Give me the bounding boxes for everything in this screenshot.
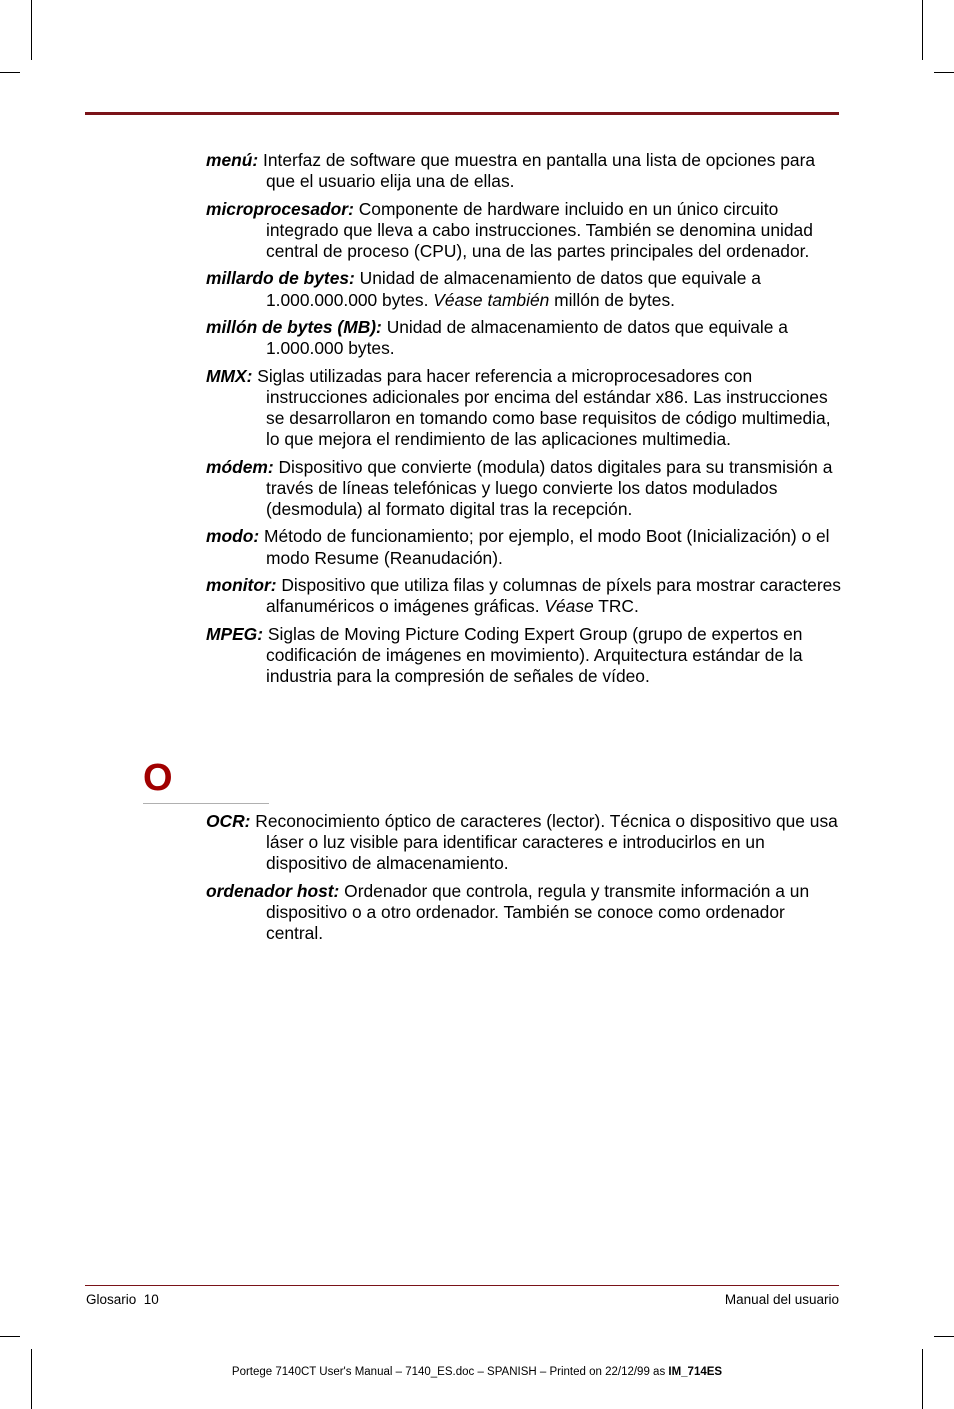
- glossary-entry: [206, 317, 846, 359]
- glossary-definition: Siglas de Moving Picture Coding Expert Group (grupo de expertos en codificación de imágenes en movimiento). Arquitectura estándar de la industria para la compresión de señales de vídeo.: [266, 623, 803, 686]
- glossary-definition: Método de funcionamiento; por ejemplo, el modo Boot (Inicialización) o el modo Resume (Reanudación).: [263, 526, 830, 568]
- glossary-entry: [206, 811, 846, 875]
- glossary-entry: [206, 366, 846, 451]
- footer-manual-title: Manual del usuario: [724, 1292, 839, 1307]
- glossary-definition: Unidad de almacenamiento de datos que equivale a 1.000.000.000 bytes.: [266, 268, 761, 310]
- glossary-term: MPEG:: [206, 623, 264, 644]
- glossary-definition: Reconocimiento óptico de caracteres (lector). Técnica o dispositivo que usa láser o luz visible para identificar caracteres e introducirlos en un dispositivo de almacenamiento.: [255, 811, 838, 874]
- glossary-entry: [206, 150, 846, 192]
- glossary-term: OCR:: [206, 811, 251, 831]
- crop-mark: [31, 1349, 32, 1409]
- glossary-entry: [206, 268, 846, 310]
- see-also-target: TRC.: [598, 596, 639, 617]
- see-also-label: Véase: [544, 596, 594, 617]
- footer-rule: [85, 1285, 839, 1286]
- crop-mark: [934, 72, 954, 73]
- header-rule: [85, 112, 839, 115]
- glossary-definition: Ordenador que controla, regula y transmite información a un dispositivo o a otro ordenador. También se conoce como ordenador central.: [266, 880, 810, 944]
- glossary-entries-m: [206, 150, 846, 693]
- glossary-definition: Dispositivo que convierte (modula) datos digitales para su transmisión a través de líneas telefónicas y luego convierte los datos modulados (desmodula) al formato digital tras la recepción.: [266, 456, 833, 519]
- see-also-target: millón de bytes.: [554, 289, 675, 310]
- glossary-term: millón de bytes (MB):: [206, 316, 382, 337]
- glossary-entry: [206, 881, 846, 945]
- crop-mark: [934, 1336, 954, 1337]
- glossary-definition: Unidad de almacenamiento de datos que equivale a 1.000.000 bytes.: [266, 316, 788, 359]
- glossary-entry: [206, 199, 846, 263]
- print-info-text: Portege 7140CT User's Manual – 7140_ES.doc – SPANISH – Printed on 22/12/99 as: [231, 1366, 669, 1378]
- glossary-entry: [206, 457, 846, 521]
- print-code: IM_714ES: [668, 1366, 723, 1378]
- glossary-definition: Siglas utilizadas para hacer referencia a microprocesadores con instrucciones adicionales por encima del estándar x86. Las instrucciones se desarrollaron en tomando como base requisitos de código multimedia, lo que mejora el rendimiento de las aplicaciones multimedia.: [257, 365, 831, 450]
- crop-mark: [0, 1336, 20, 1337]
- footer-page-label: Glosario 10: [86, 1292, 159, 1307]
- see-also-label: Véase también: [433, 289, 550, 310]
- glossary-term: MMX:: [206, 365, 253, 386]
- glossary-entry: [206, 624, 846, 688]
- glossary-definition: Componente de hardware incluido en un único circuito integrado que lleva a cabo instrucciones. También se denomina unidad central de proceso (CPU), una de las partes principales del ordenador.: [266, 198, 813, 261]
- crop-mark: [922, 1349, 923, 1409]
- glossary-definition: Dispositivo que utiliza filas y columnas de píxels para mostrar caracteres alfanuméricos o imágenes gráficas.: [266, 574, 841, 617]
- glossary-term: microprocesador:: [206, 198, 354, 219]
- section-letter: O: [143, 757, 173, 799]
- crop-mark: [922, 0, 923, 60]
- glossary-term: modo:: [206, 526, 260, 547]
- print-info-line: [0, 1365, 954, 1379]
- glossary-entry: [206, 575, 846, 617]
- glossary-entries-o: [206, 811, 846, 951]
- glossary-term: monitor:: [206, 574, 277, 595]
- section-rule: [143, 803, 269, 804]
- glossary-term: millardo de bytes:: [206, 268, 355, 289]
- crop-mark: [31, 0, 32, 60]
- glossary-entry: [206, 526, 846, 568]
- glossary-term: ordenador host:: [206, 880, 340, 901]
- glossary-definition: Interfaz de software que muestra en pantalla una lista de opciones para que el usuario elija una de ellas.: [263, 150, 816, 192]
- glossary-term: módem:: [206, 456, 274, 477]
- crop-mark: [0, 72, 20, 73]
- glossary-term: menú:: [206, 150, 259, 170]
